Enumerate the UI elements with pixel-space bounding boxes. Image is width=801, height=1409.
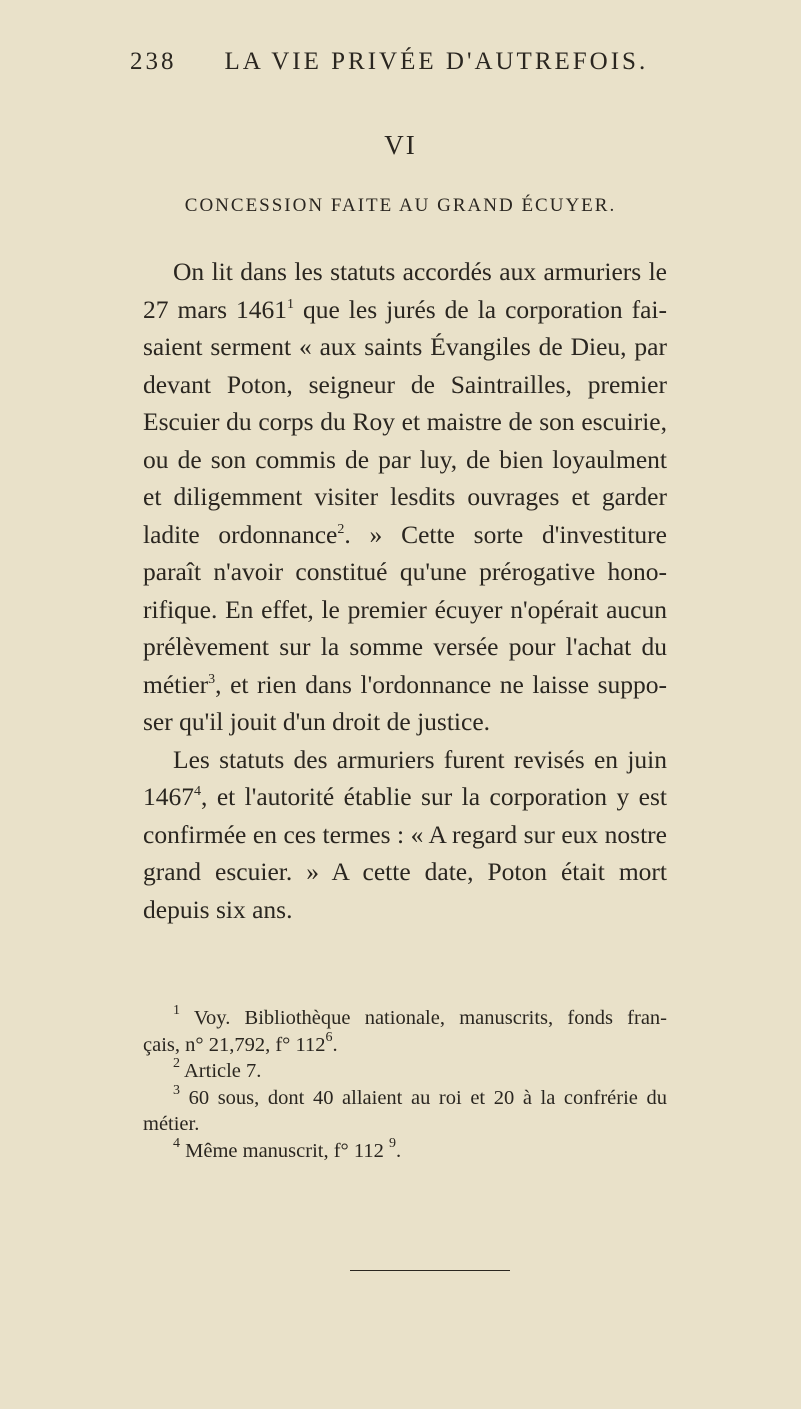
- text-line: depuis six ans.: [143, 894, 293, 924]
- section-title: CONCESSION FAITE AU GRAND ÉCUYER.: [184, 195, 617, 216]
- footnote-ref: 1: [287, 296, 295, 312]
- text-line: ou de son commis de par luy, de bien loyaulment: [143, 444, 667, 474]
- text-line: rifique. En effet, le premier écuyer n'opérait aucun: [143, 594, 667, 624]
- footnote-ref: 3: [208, 671, 216, 687]
- text-line: saient serment « aux saints Évangiles de Dieu, par: [143, 332, 667, 361]
- page-number: 238: [130, 48, 177, 75]
- text-line: prélèvement sur la somme versée pour l'achat du: [143, 632, 667, 661]
- text-line: 1467$^4$, et l'autorité établie sur la corporation y est: [143, 782, 667, 811]
- text-line: paraît n'avoir constitué qu'une prérogative hono-: [143, 557, 667, 586]
- running-head: [130, 48, 690, 76]
- section-number: VI: [384, 130, 417, 160]
- text-line: et diligemment visiter lesdits ouvrages et garder: [143, 482, 667, 511]
- text-line: métier$^3$, et rien dans l'ordonnance ne laisse suppo-: [143, 669, 667, 699]
- footnote-line: métier.: [143, 1113, 200, 1135]
- footnote-line: $^2$ Article 7.: [173, 1056, 262, 1082]
- text-line: Escuier du corps du Roy et maistre de son escuirie,: [143, 407, 667, 436]
- text-line: confirmée en ces termes : « A regard sur eux nostre: [143, 819, 667, 849]
- footnote-line: çais, n° 21,792, f° $112^6$.: [143, 1029, 338, 1056]
- text-line: grand escuier. » A cette date, Poton était mort: [143, 857, 667, 886]
- footnote-line: $^4$ Même manuscrit, f° 112 $^9$.: [173, 1135, 402, 1162]
- body-text: [143, 253, 667, 928]
- text-line: devant Poton, seigneur de Saintrailles, premier: [143, 369, 667, 399]
- footnotes: [143, 1005, 667, 1164]
- text-line: On lit dans les statuts accordés aux armuriers le: [173, 257, 667, 286]
- footnote-line: $^1$ Voy. Bibliothèque nationale, manuscrits, fonds fran-: [173, 1003, 667, 1029]
- footnote-line: $^3$ 60 sous, dont 40 allaient au roi et 20 à la confrérie du: [173, 1082, 667, 1109]
- footnote-ref: 2: [337, 521, 345, 537]
- footer-rule: [350, 1270, 510, 1271]
- text-line: Les statuts des armuriers furent revisés en juin: [173, 744, 667, 774]
- text-line: ladite ordonnance$^2$. » Cette sorte d'investiture: [143, 519, 667, 549]
- footnote-ref: 4: [194, 784, 201, 799]
- running-title: LA VIE PRIVÉE D'AUTREFOIS.: [224, 48, 649, 75]
- text-line: ser qu'il jouit d'un droit de justice.: [143, 707, 491, 736]
- text-line: 27 mars 1461$^1$ que les jurés de la corporation fai-: [143, 294, 667, 324]
